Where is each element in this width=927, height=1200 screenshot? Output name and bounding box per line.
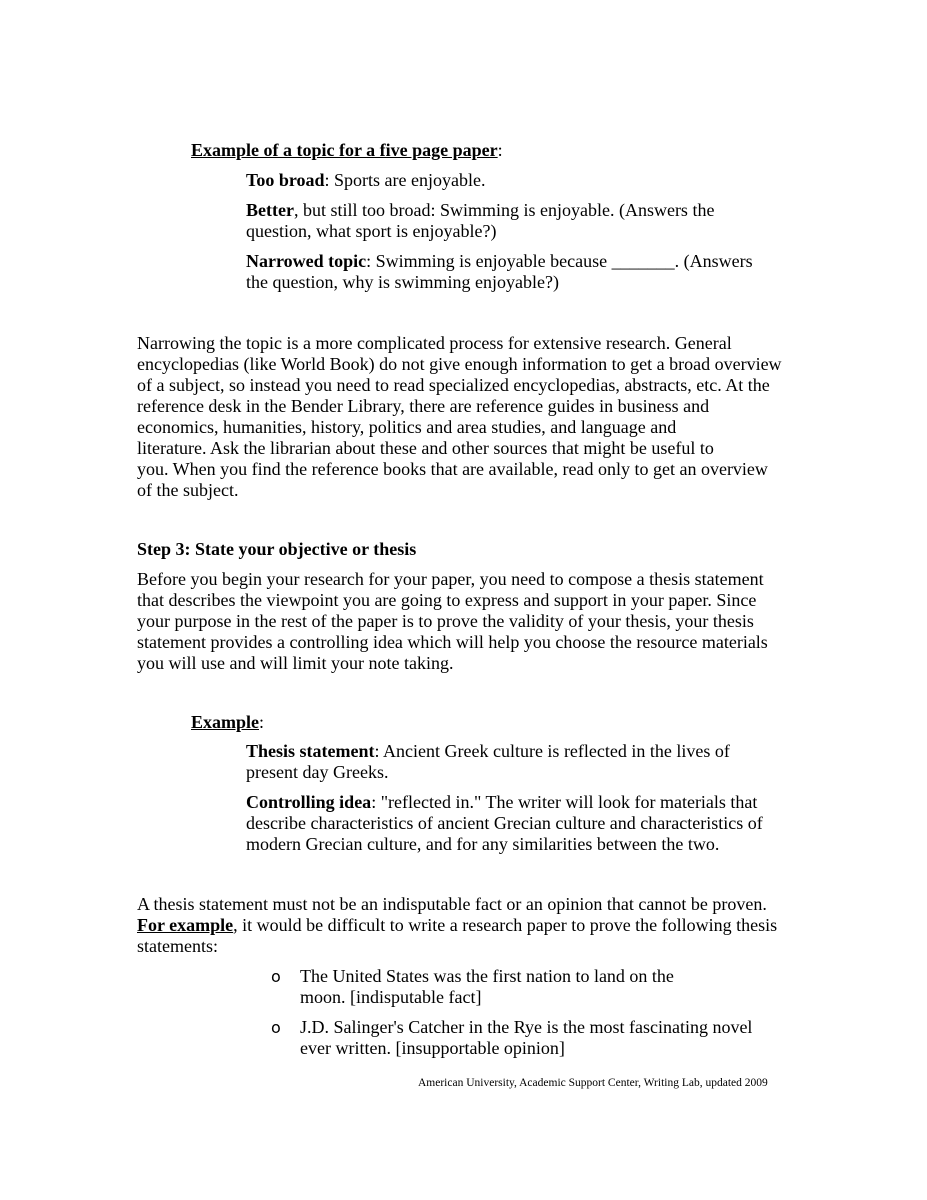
step3-paragraph: Before you begin your research for your paper, you need to compose a thesis statement that describes the viewpoint you are going to express and support in your paper. Since your purpose in the rest of the paper is to prove the validity of your thesis, your thesis statement provides a controlling idea which will help you choose the resource materials you will use and will limit your note taking.	[137, 569, 768, 673]
bullet-item-2: J.D. Salinger's Catcher in the Rye is the most fascinating novel ever written. [insupportable opinion]	[300, 1017, 753, 1058]
bullet-marker: o	[271, 1018, 281, 1037]
thesis-statement-item: Thesis statement: Ancient Greek culture is reflected in the lives of present day Greeks.	[246, 741, 730, 782]
better-item: Better, but still too broad: Swimming is enjoyable. (Answers the question, what sport is enjoyable?)	[246, 200, 715, 241]
bullet-marker: o	[271, 967, 281, 986]
bullet-item-1: The United States was the first nation to land on the moon. [indisputable fact]	[300, 966, 674, 1007]
example-thesis-heading: Example:	[191, 712, 265, 732]
narrowing-paragraph: Narrowing the topic is a more complicated process for extensive research. General encyclopedias (like World Book) do not give enough information to get a broad overview of a subject, so instead you need to read specialized encyclopedias, abstracts, etc. At the reference desk in the Bender Library, there are reference guides in business and economics, humanities, history, politics and area studies, and language and literature. Ask the librarian about these and other sources that might be useful to you. When you find the reference books that are available, read only to get an overview of the subject.	[137, 333, 782, 500]
controlling-idea-item: Controlling idea: "reflected in." The writer will look for materials that describe characteristics of ancient Grecian culture and characteristics of modern Grecian culture, and for any similarities between the two.	[246, 792, 763, 854]
thesis-caution-paragraph: A thesis statement must not be an indisputable fact or an opinion that cannot be proven. For example, it would be difficult to write a research paper to prove the following thesis statements:	[137, 894, 778, 956]
example-topic-heading: Example of a topic for a five page paper:	[191, 140, 503, 160]
step3-heading: Step 3: State your objective or thesis	[137, 539, 417, 559]
too-broad-item: Too broad: Sports are enjoyable.	[246, 170, 486, 190]
page-footer: American University, Academic Support Center, Writing Lab, updated 2009	[418, 1077, 768, 1089]
narrowed-topic-item: Narrowed topic: Swimming is enjoyable because _______. (Answers the question, why is swimming enjoyable?)	[246, 251, 753, 292]
